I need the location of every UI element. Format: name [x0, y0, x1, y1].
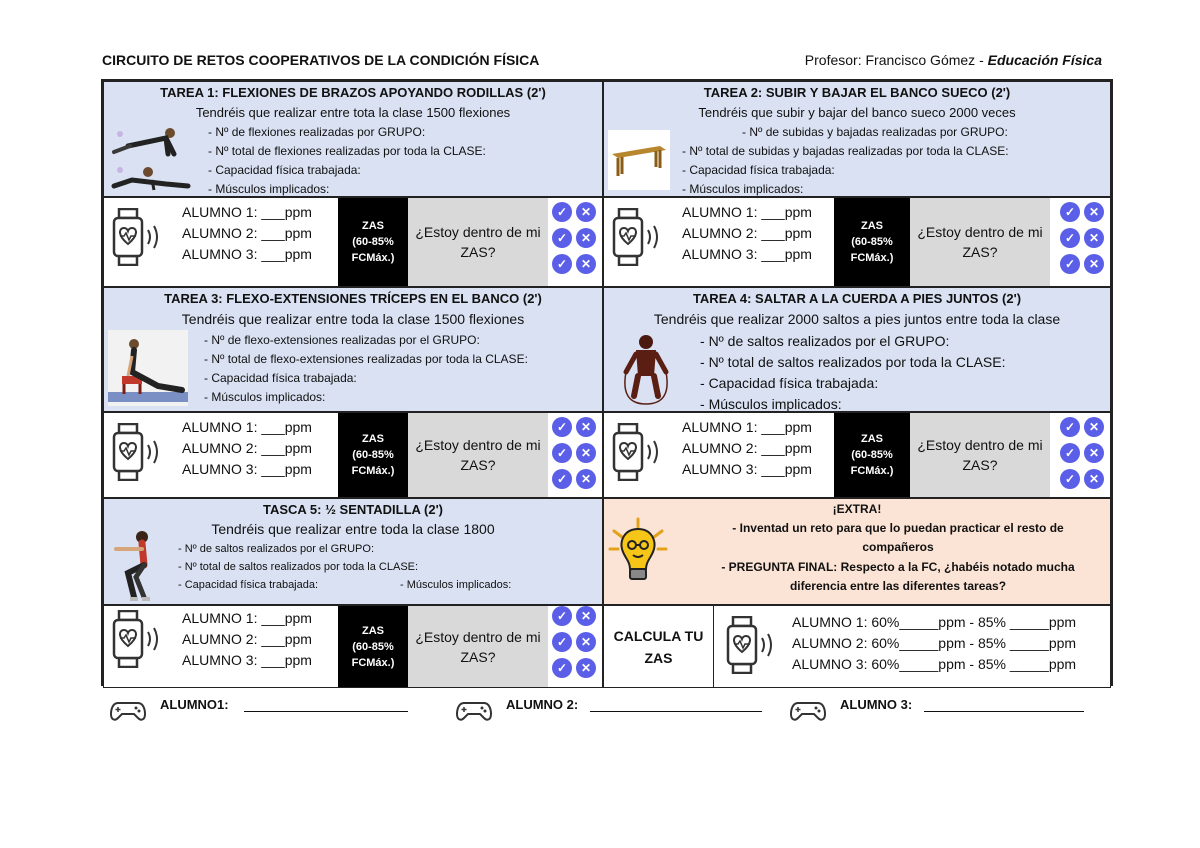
task5-item-muscles: - Músculos implicados:	[400, 576, 511, 594]
calc-zas-panel	[603, 605, 1111, 688]
task5-student3: ALUMNO 3: ___ppm	[182, 652, 312, 668]
calc-student3: ALUMNO 3: 60%_____ppm - 85% _____ppm	[792, 656, 1077, 672]
task2-panel	[603, 81, 1111, 197]
cross-circle-icon[interactable]: ✕	[1084, 417, 1104, 437]
smartwatch-heart-icon	[612, 423, 664, 481]
gamepad-icon	[456, 699, 492, 723]
smartwatch-heart-icon	[112, 208, 164, 266]
check-circle-icon[interactable]: ✓	[552, 606, 572, 626]
document-title: CIRCUITO DE RETOS COOPERATIVOS DE LA CONDICIÓN FÍSICA	[102, 52, 540, 68]
footer-student1	[110, 695, 410, 725]
task2-item-class: - Nº total de subidas y bajadas realizadas por toda la CLASE:	[682, 142, 1009, 161]
cross-circle-icon[interactable]: ✕	[576, 228, 596, 248]
task2-list	[682, 123, 1009, 197]
task1-student2: ALUMNO 2: ___ppm	[182, 225, 312, 241]
bench-illustration	[608, 130, 670, 190]
task3-item-class: - Nº total de flexo-extensiones realizadas por toda la CLASE:	[204, 350, 528, 369]
cross-circle-icon[interactable]: ✕	[1084, 228, 1104, 248]
check-circle-icon[interactable]: ✓	[1060, 202, 1080, 222]
task2-student2: ALUMNO 2: ___ppm	[682, 225, 812, 241]
task1-list	[208, 123, 486, 197]
footer-student1-line[interactable]	[244, 711, 408, 712]
task5-answer-icons	[552, 606, 600, 684]
squat-illustration	[108, 527, 168, 605]
task4-zas-box	[834, 413, 910, 497]
check-circle-icon[interactable]: ✓	[552, 632, 572, 652]
task2-intro: Tendréis que subir y bajar del banco sueco 2000 veces	[698, 105, 1016, 120]
gamepad-icon	[790, 699, 826, 723]
check-circle-icon[interactable]: ✓	[552, 443, 572, 463]
task3-title: TAREA 3: FLEXO-EXTENSIONES TRÍCEPS EN EL BANCO (2')	[164, 291, 542, 306]
task2-zas-box	[834, 198, 910, 286]
smartwatch-heart-icon	[112, 610, 164, 668]
task5-heart-rate	[103, 605, 603, 688]
task4-student2: ALUMNO 2: ___ppm	[682, 440, 812, 456]
cross-circle-icon[interactable]: ✕	[576, 254, 596, 274]
task3-question: ¿Estoy dentro de mi ZAS?	[408, 413, 548, 497]
lightbulb-icon	[608, 515, 674, 585]
cross-circle-icon[interactable]: ✕	[576, 658, 596, 678]
task4-heart-rate	[603, 412, 1111, 498]
zas-unit: FCMáx.)	[850, 465, 894, 477]
jump-rope-illustration	[618, 332, 674, 408]
professor-line	[805, 52, 1102, 68]
cross-circle-icon[interactable]: ✕	[576, 606, 596, 626]
gamepad-icon	[110, 699, 146, 723]
task1-item-capacity: - Capacidad física trabajada:	[208, 161, 486, 180]
zas-range: (60-85%	[851, 236, 893, 248]
check-circle-icon[interactable]: ✓	[552, 469, 572, 489]
task5-student-list	[182, 608, 312, 671]
task3-list	[204, 331, 528, 407]
task1-heart-rate	[103, 197, 603, 287]
subject-name: Educación Física	[987, 52, 1102, 68]
zas-unit: FCMáx.)	[351, 465, 395, 477]
task4-item-class: - Nº total de saltos realizados por toda la CLASE:	[700, 352, 1006, 373]
task5-item-class: - Nº total de saltos realizados por toda la CLASE:	[178, 558, 418, 576]
footer-student3-label: ALUMNO 3:	[840, 697, 913, 712]
zas-label: ZAS	[861, 433, 883, 445]
cross-circle-icon[interactable]: ✕	[576, 443, 596, 463]
footer-student2-line[interactable]	[590, 711, 762, 712]
zas-label: ZAS	[362, 220, 384, 232]
task5-zas-box	[338, 606, 408, 687]
task4-list	[700, 331, 1006, 412]
task1-zas-box	[338, 198, 408, 286]
task3-student2: ALUMNO 2: ___ppm	[182, 440, 312, 456]
zas-range: (60-85%	[851, 449, 893, 461]
check-circle-icon[interactable]: ✓	[1060, 417, 1080, 437]
task5-title: TASCA 5: ½ SENTADILLA (2')	[262, 502, 444, 517]
calc-zas-label: CALCULA TU ZAS	[604, 606, 714, 687]
task3-panel	[103, 287, 603, 412]
task1-title: TAREA 1: FLEXIONES DE BRAZOS APOYANDO RODILLAS (2')	[160, 85, 546, 100]
check-circle-icon[interactable]: ✓	[1060, 469, 1080, 489]
page-header	[102, 52, 1102, 72]
task5-list	[178, 540, 418, 594]
task3-student-list	[182, 417, 312, 480]
task1-question: ¿Estoy dentro de mi ZAS?	[408, 198, 548, 286]
cross-circle-icon[interactable]: ✕	[1084, 202, 1104, 222]
task1-answer-icons	[552, 202, 600, 280]
task1-item-muscles: - Músculos implicados:	[208, 180, 486, 197]
task1-intro: Tendréis que realizar entre tota la clase 1500 flexiones	[195, 105, 511, 120]
cross-circle-icon[interactable]: ✕	[576, 417, 596, 437]
extra-panel	[603, 498, 1111, 605]
task3-student1: ALUMNO 1: ___ppm	[182, 419, 312, 435]
task2-item-capacity: - Capacidad física trabajada:	[682, 161, 1009, 180]
check-circle-icon[interactable]: ✓	[552, 202, 572, 222]
task5-panel	[103, 498, 603, 605]
task4-student-list	[682, 417, 812, 480]
task5-list-extra	[400, 576, 511, 594]
task3-student3: ALUMNO 3: ___ppm	[182, 461, 312, 477]
calc-student2: ALUMNO 2: 60%_____ppm - 85% _____ppm	[792, 635, 1077, 651]
task4-student1: ALUMNO 1: ___ppm	[682, 419, 812, 435]
zas-label: ZAS	[861, 220, 883, 232]
task2-item-group: - Nº de subidas y bajadas realizadas por GRUPO:	[682, 123, 1009, 142]
footer-student3	[790, 695, 1110, 725]
calc-student1: ALUMNO 1: 60%_____ppm - 85% _____ppm	[792, 614, 1077, 630]
task4-item-group: - Nº de saltos realizados por el GRUPO:	[700, 331, 1006, 352]
smartwatch-heart-icon	[726, 616, 778, 674]
task2-answer-icons	[1060, 202, 1108, 280]
task3-zas-box	[338, 413, 408, 497]
zas-range: (60-85%	[352, 236, 394, 248]
zas-range: (60-85%	[352, 640, 394, 653]
extra-final-question: - PREGUNTA FINAL: Respecto a la FC, ¿habéis notado mucha diferencia entre las diferentes tareas?	[721, 560, 1075, 593]
footer-student2-label: ALUMNO 2:	[506, 697, 579, 712]
task3-intro: Tendréis que realizar entre toda la clase 1500 flexiones	[181, 311, 525, 327]
task1-item-class: - Nº total de flexiones realizadas por toda la CLASE:	[208, 142, 486, 161]
zas-unit: FCMáx.)	[351, 656, 395, 669]
task5-student2: ALUMNO 2: ___ppm	[182, 631, 312, 647]
footer-students	[110, 695, 1110, 725]
triceps-dip-illustration	[108, 330, 188, 406]
task3-answer-icons	[552, 417, 600, 495]
zas-label: ZAS	[362, 624, 384, 637]
cross-circle-icon[interactable]: ✕	[576, 469, 596, 489]
task4-title: TAREA 4: SALTAR A LA CUERDA A PIES JUNTOS (2')	[692, 291, 1022, 306]
task2-heart-rate	[603, 197, 1111, 287]
task3-heart-rate	[103, 412, 603, 498]
task5-student1: ALUMNO 1: ___ppm	[182, 610, 312, 626]
task2-student3: ALUMNO 3: ___ppm	[682, 246, 812, 262]
check-circle-icon[interactable]: ✓	[552, 417, 572, 437]
task4-item-muscles: - Músculos implicados:	[700, 394, 1006, 412]
task1-panel	[103, 81, 603, 197]
task2-student-list	[682, 202, 812, 265]
smartwatch-heart-icon	[112, 423, 164, 481]
task5-question: ¿Estoy dentro de mi ZAS?	[408, 606, 548, 687]
task2-title: TAREA 2: SUBIR Y BAJAR EL BANCO SUECO (2')	[703, 85, 1011, 100]
task5-item-capacity: - Capacidad física trabajada:	[178, 576, 418, 594]
cross-circle-icon[interactable]: ✕	[576, 202, 596, 222]
task4-intro: Tendréis que realizar 2000 saltos a pies juntos entre toda la clase	[653, 311, 1061, 327]
task2-student1: ALUMNO 1: ___ppm	[682, 204, 812, 220]
cross-circle-icon[interactable]: ✕	[576, 632, 596, 652]
task4-student3: ALUMNO 3: ___ppm	[682, 461, 812, 477]
check-circle-icon[interactable]: ✓	[552, 254, 572, 274]
task4-question: ¿Estoy dentro de mi ZAS?	[910, 413, 1050, 497]
footer-student1-label: ALUMNO1:	[160, 697, 229, 712]
check-circle-icon[interactable]: ✓	[1060, 443, 1080, 463]
task4-item-capacity: - Capacidad física trabajada:	[700, 373, 1006, 394]
task2-item-muscles: - Músculos implicados:	[682, 180, 1009, 197]
task4-panel	[603, 287, 1111, 412]
pushup-illustration	[108, 124, 196, 194]
calc-student-list	[792, 612, 1076, 675]
task5-item-group: - Nº de saltos realizados por el GRUPO:	[178, 540, 418, 558]
task1-student3: ALUMNO 3: ___ppm	[182, 246, 312, 262]
zas-label: ZAS	[362, 433, 384, 445]
task5-intro: Tendréis que realizar entre toda la clase 1800	[211, 521, 495, 537]
cross-circle-icon[interactable]: ✕	[1084, 469, 1104, 489]
task1-student-list	[182, 202, 312, 265]
task1-student1: ALUMNO 1: ___ppm	[182, 204, 312, 220]
zas-unit: FCMáx.)	[351, 252, 395, 264]
zas-range: (60-85%	[352, 449, 394, 461]
footer-student2	[456, 695, 776, 725]
cross-circle-icon[interactable]: ✕	[1084, 443, 1104, 463]
task2-question: ¿Estoy dentro de mi ZAS?	[910, 198, 1050, 286]
smartwatch-heart-icon	[612, 208, 664, 266]
cross-circle-icon[interactable]: ✕	[1084, 254, 1104, 274]
task3-item-group: - Nº de flexo-extensiones realizadas por el GRUPO:	[204, 331, 528, 350]
professor-name: Profesor: Francisco Gómez -	[804, 52, 988, 68]
zas-unit: FCMáx.)	[850, 252, 894, 264]
task3-item-muscles: - Músculos implicados:	[204, 388, 528, 407]
extra-challenge: - Inventad un reto para que lo puedan practicar el resto de compañeros	[732, 521, 1064, 554]
task1-item-group: - Nº de flexiones realizadas por GRUPO:	[208, 123, 486, 142]
circuit-grid	[101, 79, 1113, 686]
check-circle-icon[interactable]: ✓	[1060, 228, 1080, 248]
check-circle-icon[interactable]: ✓	[552, 658, 572, 678]
footer-student3-line[interactable]	[924, 711, 1084, 712]
check-circle-icon[interactable]: ✓	[1060, 254, 1080, 274]
extra-title: ¡EXTRA!	[832, 502, 882, 516]
check-circle-icon[interactable]: ✓	[552, 228, 572, 248]
task3-item-capacity: - Capacidad física trabajada:	[204, 369, 528, 388]
task4-answer-icons	[1060, 417, 1108, 495]
